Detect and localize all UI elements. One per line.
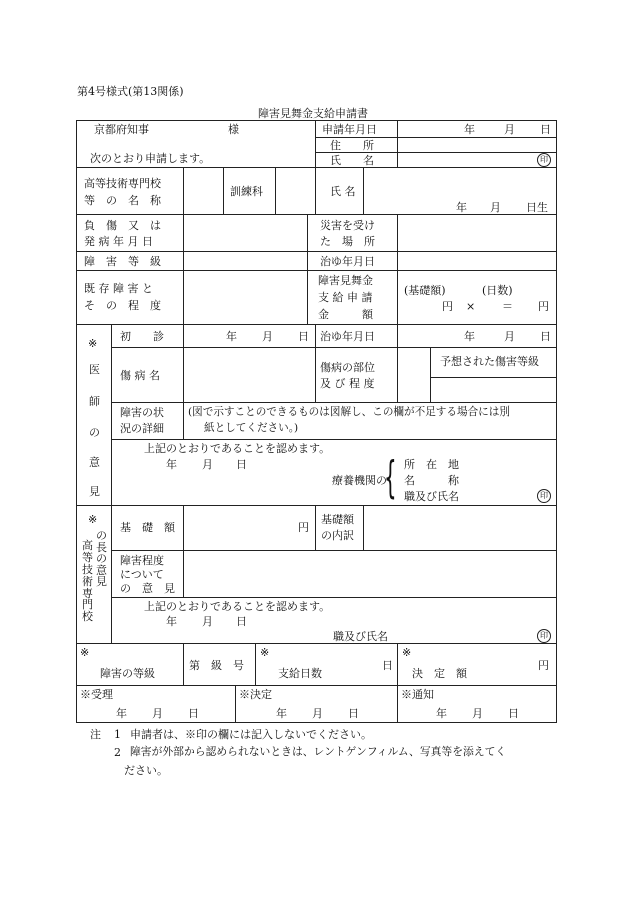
principal-base-amount-label: 基 礎 額	[120, 521, 175, 534]
form-title: 障害見舞金支給申請書	[258, 107, 368, 120]
principal-section-mark: ※	[88, 513, 98, 526]
disability-grade-label: 障 害 等 級	[84, 255, 161, 268]
requested-amount-label-line1: 障害見舞金	[318, 274, 373, 287]
trainee-name-label: 氏 名	[330, 185, 356, 198]
base-amount-label: (基礎額)	[404, 284, 446, 297]
formula-equals: ＝	[502, 300, 513, 313]
accident-place-label-line2: た 場 所	[320, 235, 375, 248]
detail-label-line2: 況の詳細	[120, 422, 164, 435]
decision-amount-label: 決 定 額	[412, 667, 467, 680]
principal-base-amount-yen: 円	[298, 521, 309, 534]
principal-certification: 上記のとおりであることを認めます。	[144, 600, 331, 613]
receipt-label: ※受理	[80, 688, 113, 701]
receipt-year: 年	[116, 707, 127, 720]
onset-date-label-line1: 負 傷 又 は	[84, 219, 161, 232]
days-label: (日数)	[482, 284, 513, 297]
decision-label: ※決定	[239, 688, 272, 701]
base-breakdown-label-line2: の内訳	[321, 529, 354, 542]
expected-grade-label: 予想された傷害等級	[440, 355, 539, 368]
decision-days-unit: 日	[382, 659, 393, 672]
decision-day: 日	[348, 707, 359, 720]
decision-year: 年	[276, 707, 287, 720]
principal-cert-day: 日	[236, 615, 247, 628]
principal-side-col2: の長の意見	[96, 529, 107, 589]
cure-date-label: 治ゆ年月日	[320, 255, 375, 268]
doctor-cert-month: 月	[202, 458, 213, 471]
birth-month: 月	[490, 201, 501, 214]
formula-yen-1: 円	[442, 300, 453, 313]
school-name-label-line1: 高等技術専門校	[84, 177, 161, 190]
addressee: 京都府知事	[94, 123, 149, 136]
doctor-side-char-5: 見	[89, 485, 100, 498]
notice-label: ※通知	[401, 688, 434, 701]
institution-address-label: 所 在 地	[404, 458, 459, 471]
institution-name-label: 名 称	[404, 474, 459, 487]
birth-day: 日生	[526, 201, 548, 214]
principal-opinion-label-line2: について	[120, 568, 164, 581]
application-date-month[interactable]: 月	[504, 123, 515, 136]
principal-cert-month: 月	[202, 615, 213, 628]
base-breakdown-label-line1: 基礎額	[321, 513, 354, 526]
decision-days-label: 支給日数	[278, 667, 322, 680]
detail-label-line1: 障害の状	[120, 406, 164, 419]
onset-date-label-line2: 発 病 年 月 日	[84, 235, 153, 248]
request-text: 次のとおり申請します。	[90, 152, 211, 165]
doctor-cert-day: 日	[236, 458, 247, 471]
accident-place-label-line1: 災害を受け	[320, 219, 375, 232]
first-visit-month: 月	[262, 330, 273, 343]
doctor-section-mark: ※	[88, 337, 98, 350]
note-2-text-line1: 障害が外部から認められないときは、レントゲンフィルム、写真等を添えてく	[130, 745, 507, 758]
principal-opinion-label-line1: 障害程度	[120, 554, 164, 567]
existing-disability-label-line1: 既 存 障 害 と	[84, 282, 153, 295]
note-2-text-line2: ださい。	[124, 764, 168, 777]
application-date-day[interactable]: 日	[540, 123, 551, 136]
principal-seal-icon: 印	[537, 629, 551, 643]
decision-grade-mark: ※	[80, 646, 90, 659]
doctor-cure-day: 日	[540, 330, 551, 343]
receipt-day: 日	[188, 707, 199, 720]
addressee-honorific: 様	[228, 123, 239, 136]
medical-institution-label: 療養機関の	[332, 474, 387, 487]
notes-prefix: 注	[90, 728, 101, 741]
injury-part-label-line1: 傷病の部位	[320, 361, 375, 374]
existing-disability-label-line2: そ の 程 度	[84, 299, 161, 312]
decision-days-mark: ※	[260, 646, 270, 659]
doctor-side-char-2: 師	[89, 395, 100, 408]
doctor-side-char-3: の	[89, 426, 100, 439]
first-visit-year: 年	[226, 330, 237, 343]
birth-year: 年	[456, 201, 467, 214]
first-visit-label: 初 診	[120, 330, 164, 343]
detail-note-line1: (図で示すことのできるものは図解し、この欄が不足する場合には別	[188, 406, 510, 418]
form-number: 第4号様式(第13関係)	[77, 85, 184, 98]
receipt-month: 月	[152, 707, 163, 720]
note-2-number: 2	[114, 746, 121, 759]
requested-amount-label-line3: 金 額	[318, 308, 373, 321]
decision-grade-label: 障害の等級	[100, 667, 155, 680]
formula-times: ×	[466, 300, 476, 313]
detail-note-line2: 紙としてください。)	[204, 422, 299, 434]
notice-month: 月	[472, 707, 483, 720]
doctor-cure-year: 年	[464, 330, 475, 343]
course-label: 訓練科	[230, 185, 263, 198]
school-name-label-line2: 等 の 名 称	[84, 194, 161, 207]
principal-opinion-label-line3: の 意 見	[120, 582, 175, 595]
principal-rep-label: 職及び氏名	[333, 630, 388, 643]
doctor-certification: 上記のとおりであることを認めます。	[144, 442, 331, 455]
doctor-seal-icon: 印	[537, 489, 551, 503]
institution-rep-label: 職及び氏名	[404, 490, 459, 503]
note-1-text: 申請者は、※印の欄には記入しないでください。	[130, 728, 372, 741]
doctor-cert-year: 年	[166, 458, 177, 471]
application-date-year[interactable]: 年	[464, 123, 475, 136]
requested-amount-label-line2: 支 給 申 請	[318, 291, 373, 304]
notice-year: 年	[436, 707, 447, 720]
first-visit-day: 日	[298, 330, 309, 343]
decision-amount-yen: 円	[538, 659, 549, 672]
doctor-cure-month: 月	[504, 330, 515, 343]
applicant-seal-icon: 印	[537, 153, 551, 167]
decision-grade-value: 第 級 号	[189, 659, 244, 672]
notice-day: 日	[508, 707, 519, 720]
formula-yen-2: 円	[538, 300, 549, 313]
name-label: 氏 名	[330, 154, 374, 167]
brace-icon: {	[384, 452, 397, 503]
decision-amount-mark: ※	[402, 646, 412, 659]
doctor-cure-date-label: 治ゆ年月日	[320, 330, 375, 343]
injury-part-label-line2: 及 び 程 度	[320, 377, 375, 390]
decision-month: 月	[312, 707, 323, 720]
disease-name-label: 傷 病 名	[120, 369, 160, 382]
principal-cert-year: 年	[166, 615, 177, 628]
doctor-side-char-4: 意	[89, 456, 100, 469]
address-label: 住 所	[330, 139, 374, 152]
note-1-number: 1	[114, 728, 121, 741]
principal-side-col1: 高等技術専門校	[82, 539, 93, 624]
application-date-label: 申請年月日	[322, 123, 377, 136]
doctor-side-char-1: 医	[89, 363, 100, 376]
